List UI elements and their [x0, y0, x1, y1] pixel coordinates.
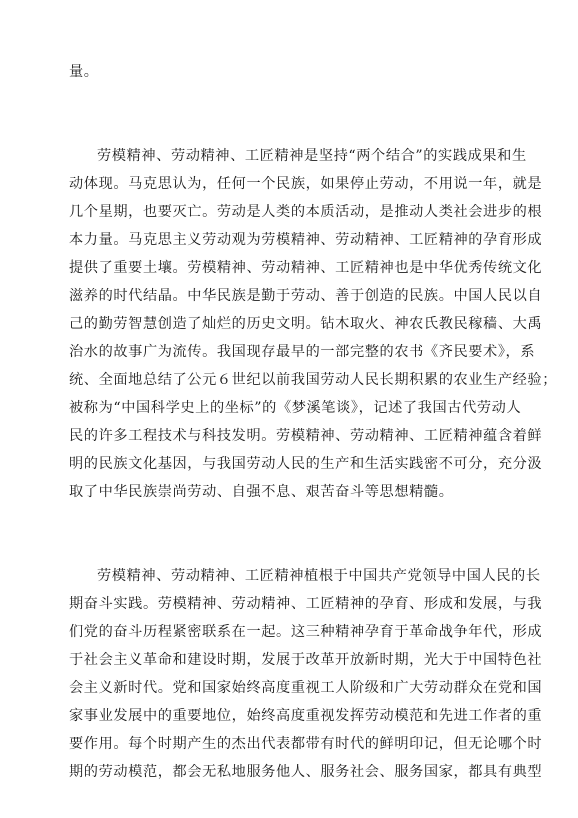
text-line: 家事业发展中的重要地位，始终高度重视发挥劳动模范和先进工作者的重 [69, 708, 543, 724]
text-line: 提供了重要土壤。劳模精神、劳动精神、工匠精神也是中华优秀传统文化 [69, 260, 543, 276]
text-line: 于社会主义革命和建设时期，发展于改革开放新时期，光大于中国特色社 [69, 652, 543, 668]
text-line: 本力量。马克思主义劳动观为劳模精神、劳动精神、工匠精神的孕育形成 [69, 232, 543, 248]
text-line: 们党的奋斗历程紧密联系在一起。这三种精神孕育于革命战争年代，形成 [69, 624, 543, 640]
text-line: 要作用。每个时期产生的杰出代表都带有时代的鲜明印记，但无论哪个时 [69, 736, 543, 752]
text-line: 期奋斗实践。劳模精神、劳动精神、工匠精神的孕育、形成和发展，与我 [69, 596, 543, 612]
text-line: 几个星期，也要灭亡。劳动是人类的本质活动，是推动人类社会进步的根 [69, 204, 543, 220]
text-line: 会主义新时代。党和国家始终高度重视工人阶级和广大劳动群众在党和国 [69, 680, 543, 696]
paragraph-first-line: 劳模精神、劳动精神、工匠精神植根于中国共产党领导中国人民的长 [97, 568, 541, 584]
text-line: 己的勤劳智慧创造了灿烂的历史文明。钻木取火、神农氏教民稼穑、大禹 [69, 316, 543, 332]
text-line: 期的劳动模范，都会无私地服务他人、服务社会、服务国家，都具有典型 [69, 764, 543, 780]
text-line: 治水的故事广为流传。我国现存最早的一部完整的农书《齐民要术》，系 [69, 344, 536, 360]
text-line: 民的许多工程技术与科技发明。劳模精神、劳动精神、工匠精神蕴含着鲜 [69, 428, 543, 444]
text-line: 明的民族文化基因，与我国劳动人民的生产和生活实践密不可分，充分汲 [69, 456, 543, 472]
paragraph-last-line: 取了中华民族崇尚劳动、自强不息、艰苦奋斗等思想精髓。 [69, 484, 454, 500]
text-line: 统、全面地总结了公元６世纪以前我国劳动人民长期积累的农业生产经验； [69, 372, 557, 388]
text-line: 量。 [69, 64, 99, 80]
text-line: 被称为“中国科学史上的坐标”的《梦溪笔谈》，记述了我国古代劳动人 [69, 400, 522, 416]
text-line: 滋养的时代结晶。中华民族是勤于劳动、善于创造的民族。中国人民以自 [69, 288, 543, 304]
paragraph-first-line: 劳模精神、劳动精神、工匠精神是坚持“两个结合”的实践成果和生 [97, 148, 527, 164]
text-line: 动体现。马克思认为，任何一个民族，如果停止劳动，不用说一年，就是 [69, 176, 543, 192]
